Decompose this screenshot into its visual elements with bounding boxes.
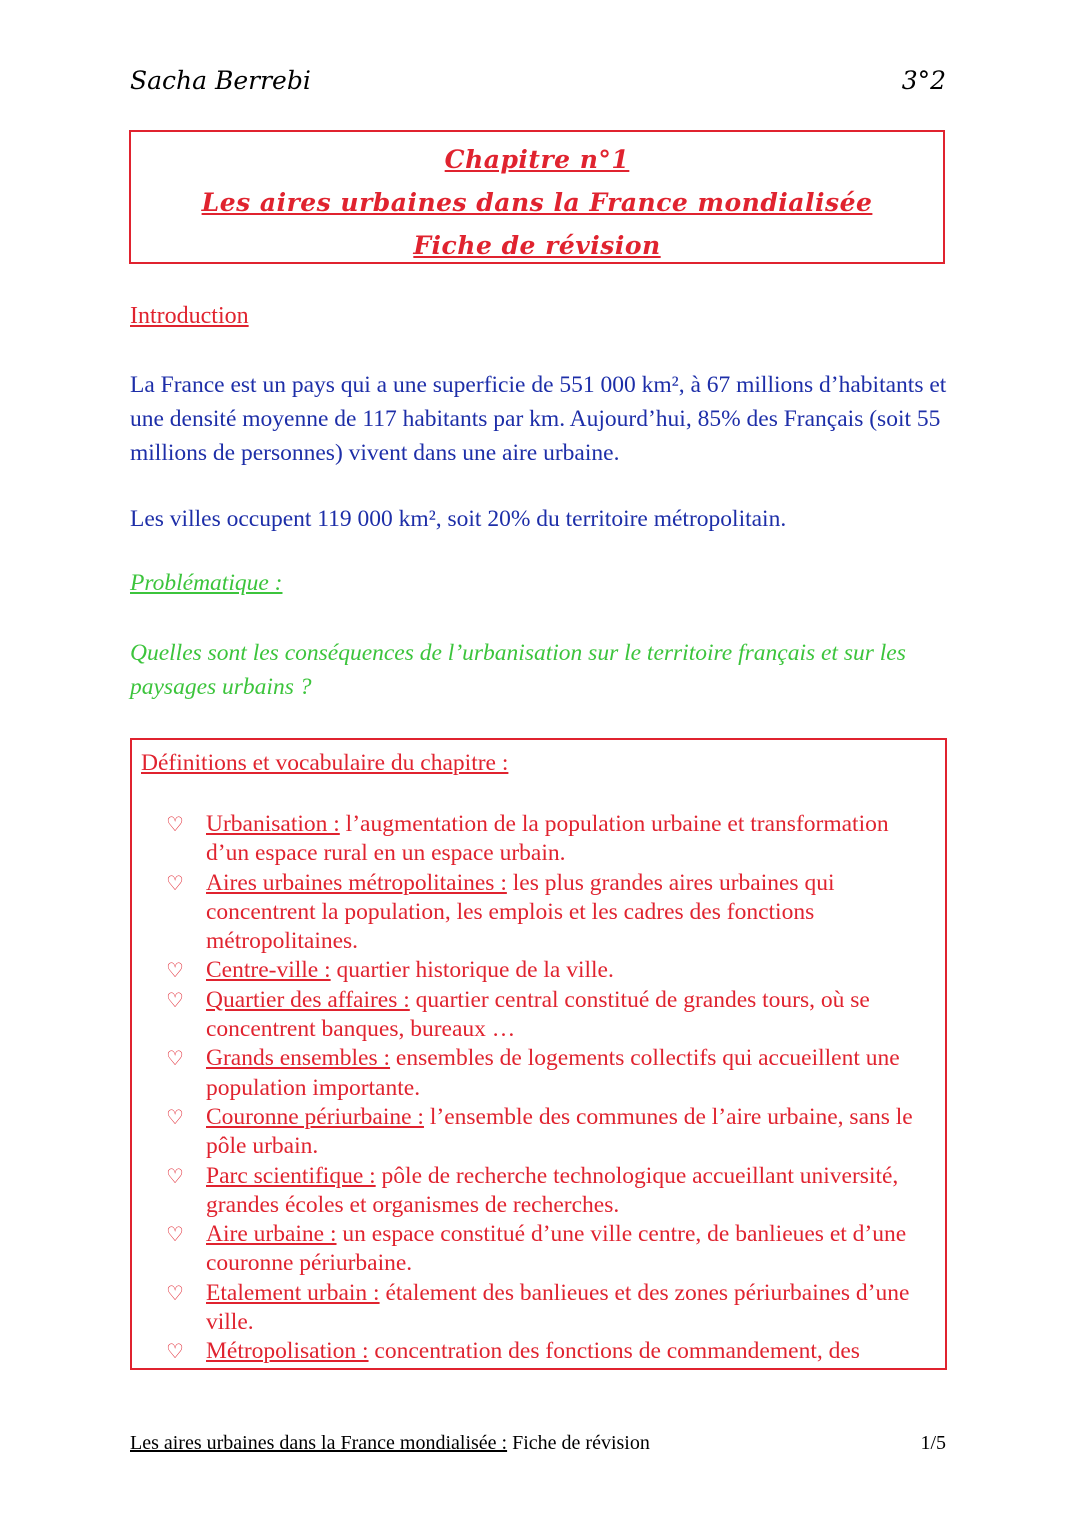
definition-term: Parc scientifique : xyxy=(206,1162,376,1189)
definition-item xyxy=(164,1103,934,1162)
definitions-title: Définitions et vocabulaire du chapitre : xyxy=(141,750,509,776)
heart-bullet-icon: ♡ xyxy=(166,1222,184,1247)
definition-text: étalement des banlieues et des zones périurbaines d’une ville. xyxy=(206,1279,910,1336)
definition-item xyxy=(164,1162,934,1221)
definitions-box xyxy=(130,738,947,1370)
definition-item xyxy=(164,1044,934,1103)
definition-item xyxy=(164,1337,934,1366)
heart-bullet-icon: ♡ xyxy=(166,1046,184,1071)
heart-bullet-icon: ♡ xyxy=(166,958,184,983)
class-label: 3°2 xyxy=(901,66,946,95)
chapter-title: Les aires urbaines dans la France mondialisée xyxy=(201,188,873,217)
chapter-title-box xyxy=(129,130,945,264)
definition-text: pôle de recherche technologique accueillant université, grandes écoles et organismes de recherches. xyxy=(206,1162,899,1218)
heart-bullet-icon: ♡ xyxy=(166,1280,184,1305)
heart-bullet-icon: ♡ xyxy=(166,1339,184,1364)
definition-text: l’augmentation de la population urbaine et transformation d’un espace rural en un espace urbain. xyxy=(206,811,889,867)
heart-bullet-icon: ♡ xyxy=(166,987,184,1012)
author-name: Sacha Berrebi xyxy=(130,66,311,95)
introduction-paragraph-2: Les villes occupent 119 000 km², soit 20% du territoire métropolitain. xyxy=(130,506,787,532)
chapter-subtitle: Fiche de révision xyxy=(413,231,661,260)
definition-item xyxy=(164,869,934,957)
footer-title xyxy=(130,1432,650,1455)
definition-text: quartier central constitué de grandes tours, où se concentrent banques, bureaux … xyxy=(206,986,870,1043)
definition-term: Centre-ville : xyxy=(206,957,331,984)
definition-term: Grands ensembles : xyxy=(206,1045,391,1072)
definition-text: les plus grandes aires urbaines qui concentrent la population, les emplois et les cadres des fonctions métropolitaines. xyxy=(206,869,835,955)
heart-bullet-icon: ♡ xyxy=(166,812,184,836)
definition-term: Etalement urbain : xyxy=(206,1279,380,1306)
definition-term: Urbanisation : xyxy=(206,811,340,837)
definition-text: concentration des fonctions de commandement, des xyxy=(368,1338,860,1365)
footer-title-underlined: Les aires urbaines dans la France mondialisée : xyxy=(130,1432,508,1454)
definition-text: un espace constitué d’une ville centre, de banlieues et d’une couronne périurbaine. xyxy=(206,1221,907,1277)
heart-bullet-icon: ♡ xyxy=(166,1104,184,1129)
heart-bullet-icon: ♡ xyxy=(166,1163,184,1188)
footer-subtitle: Fiche de révision xyxy=(507,1432,650,1454)
definition-text: ensembles de logements collectifs qui accueillent une population importante. xyxy=(206,1045,900,1101)
definition-term: Quartier des affaires : xyxy=(206,986,410,1013)
introduction-heading: Introduction xyxy=(130,303,249,329)
definition-term: Métropolisation : xyxy=(206,1338,369,1365)
definition-item xyxy=(164,1220,934,1279)
definition-text: quartier historique de la ville. xyxy=(330,957,614,984)
definition-item xyxy=(164,1279,934,1338)
definition-text: l’ensemble des communes de l’aire urbaine, sans le pôle urbain. xyxy=(206,1103,913,1160)
definitions-list xyxy=(164,810,934,1367)
chapter-number: Chapitre n°1 xyxy=(444,145,630,174)
page-number: 1/5 xyxy=(920,1432,946,1454)
problematique-question: Quelles sont les conséquences de l’urbanisation sur le territoire français et sur les paysages urbains ? xyxy=(130,640,906,700)
problematique-label: Problématique : xyxy=(130,570,283,596)
definition-term: Aire urbaine : xyxy=(206,1221,337,1248)
definition-item xyxy=(164,986,934,1045)
definition-item xyxy=(164,956,934,985)
definition-term: Aires urbaines métropolitaines : xyxy=(206,869,507,896)
definition-term: Couronne périurbaine : xyxy=(206,1103,424,1130)
introduction-paragraph-1: La France est un pays qui a une superficie de 551 000 km², à 67 millions d’habitants et une densité moyenne de 117 habitants par km. Aujourd’hui, 85% des Français (soit 55 millions de personnes) vivent dans une aire urbaine. xyxy=(130,372,947,466)
definition-item xyxy=(164,810,934,869)
heart-bullet-icon: ♡ xyxy=(166,870,184,895)
